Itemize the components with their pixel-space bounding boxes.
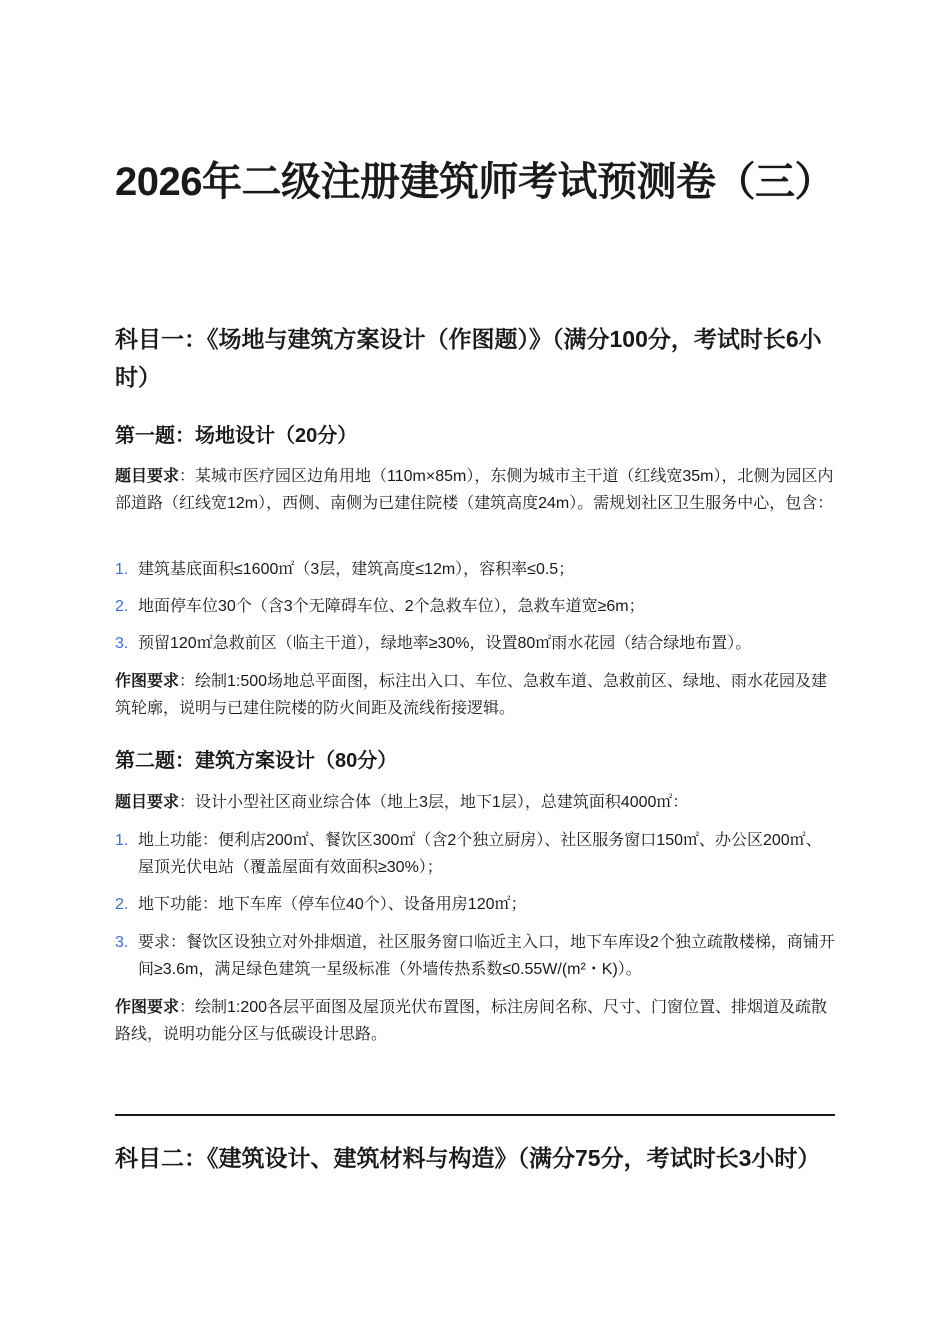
list-number: 3.	[115, 635, 129, 652]
list-text: 地上功能：便利店200㎡、餐饮区300㎡（含2个独立厨房）、社区服务窗口150㎡、办公区200㎡、屋顶光伏电站（覆盖屋面有效面积≥30%）；	[138, 832, 822, 876]
q2-list-item	[115, 827, 837, 881]
list-number: 1.	[115, 832, 129, 849]
subject1-heading: 科目一：《场地与建筑方案设计（作图题）》（满分100分，考试时长6小时）	[115, 326, 822, 390]
q1-list-item	[115, 556, 837, 583]
list-number: 3.	[115, 934, 129, 951]
q1-list-item	[115, 630, 837, 657]
q1-heading: 第一题：场地设计（20分）	[115, 425, 358, 447]
q1-drawing-requirement	[115, 668, 837, 722]
q1-drawing-label: 作图要求	[115, 673, 180, 690]
subject2-heading: 科目二：《建筑设计、建筑材料与构造》（满分75分，考试时长3小时）	[115, 1145, 821, 1171]
list-text: 要求：餐饮区设独立对外排烟道，社区服务窗口临近主入口，地下车库设2个独立疏散楼梯，商铺开间≥3.6m，满足绿色建筑一星级标准（外墙传热系数≤0.55W/(m²・K)）。	[138, 934, 835, 978]
q2-drawing-text: ：绘制1:200各层平面图及屋顶光伏布置图，标注房间名称、尺寸、门窗位置、排烟道及疏散路线，说明功能分区与低碳设计思路。	[115, 999, 828, 1043]
q2-drawing-label: 作图要求	[115, 999, 180, 1016]
q2-list-item	[115, 929, 837, 983]
list-text: 建筑基底面积≤1600㎡（3层，建筑高度≤12m），容积率≤0.5；	[138, 561, 575, 578]
q2-requirement-text: ：设计小型社区商业综合体（地上3层，地下1层），总建筑面积4000㎡：	[179, 794, 689, 811]
q1-list-item	[115, 593, 837, 620]
section-divider	[115, 1114, 835, 1116]
list-number: 2.	[115, 598, 129, 615]
list-text: 地下功能：地下车库（停车位40个）、设备用房120㎡；	[138, 896, 527, 913]
q2-list-item	[115, 891, 837, 918]
q2-heading: 第二题：建筑方案设计（80分）	[115, 750, 398, 772]
q1-requirement-text: ：某城市医疗园区边角用地（110m×85m），东侧为城市主干道（红线宽35m），北侧为园区内部道路（红线宽12m），西侧、南侧为已建住院楼（建筑高度24m）。需规划社区卫生服务中心，包含：	[115, 468, 834, 512]
q2-drawing-requirement	[115, 994, 837, 1048]
q1-requirement-label: 题目要求	[115, 468, 180, 485]
list-number: 1.	[115, 561, 129, 578]
page-title: 2026年二级注册建筑师考试预测卷（三）	[115, 160, 834, 204]
list-number: 2.	[115, 896, 129, 913]
list-text: 预留120㎡急救前区（临主干道），绿地率≥30%，设置80㎡雨水花园（结合绿地布置）。	[138, 635, 752, 652]
q2-requirement	[115, 789, 837, 816]
q1-drawing-text: ：绘制1:500场地总平面图，标注出入口、车位、急救车道、急救前区、绿地、雨水花园及建筑轮廓，说明与已建住院楼的防火间距及流线衔接逻辑。	[115, 673, 828, 717]
q1-requirement	[115, 463, 837, 517]
list-text: 地面停车位30个（含3个无障碍车位、2个急救车位），急救车道宽≥6m；	[138, 598, 645, 615]
q2-requirement-label: 题目要求	[115, 794, 180, 811]
